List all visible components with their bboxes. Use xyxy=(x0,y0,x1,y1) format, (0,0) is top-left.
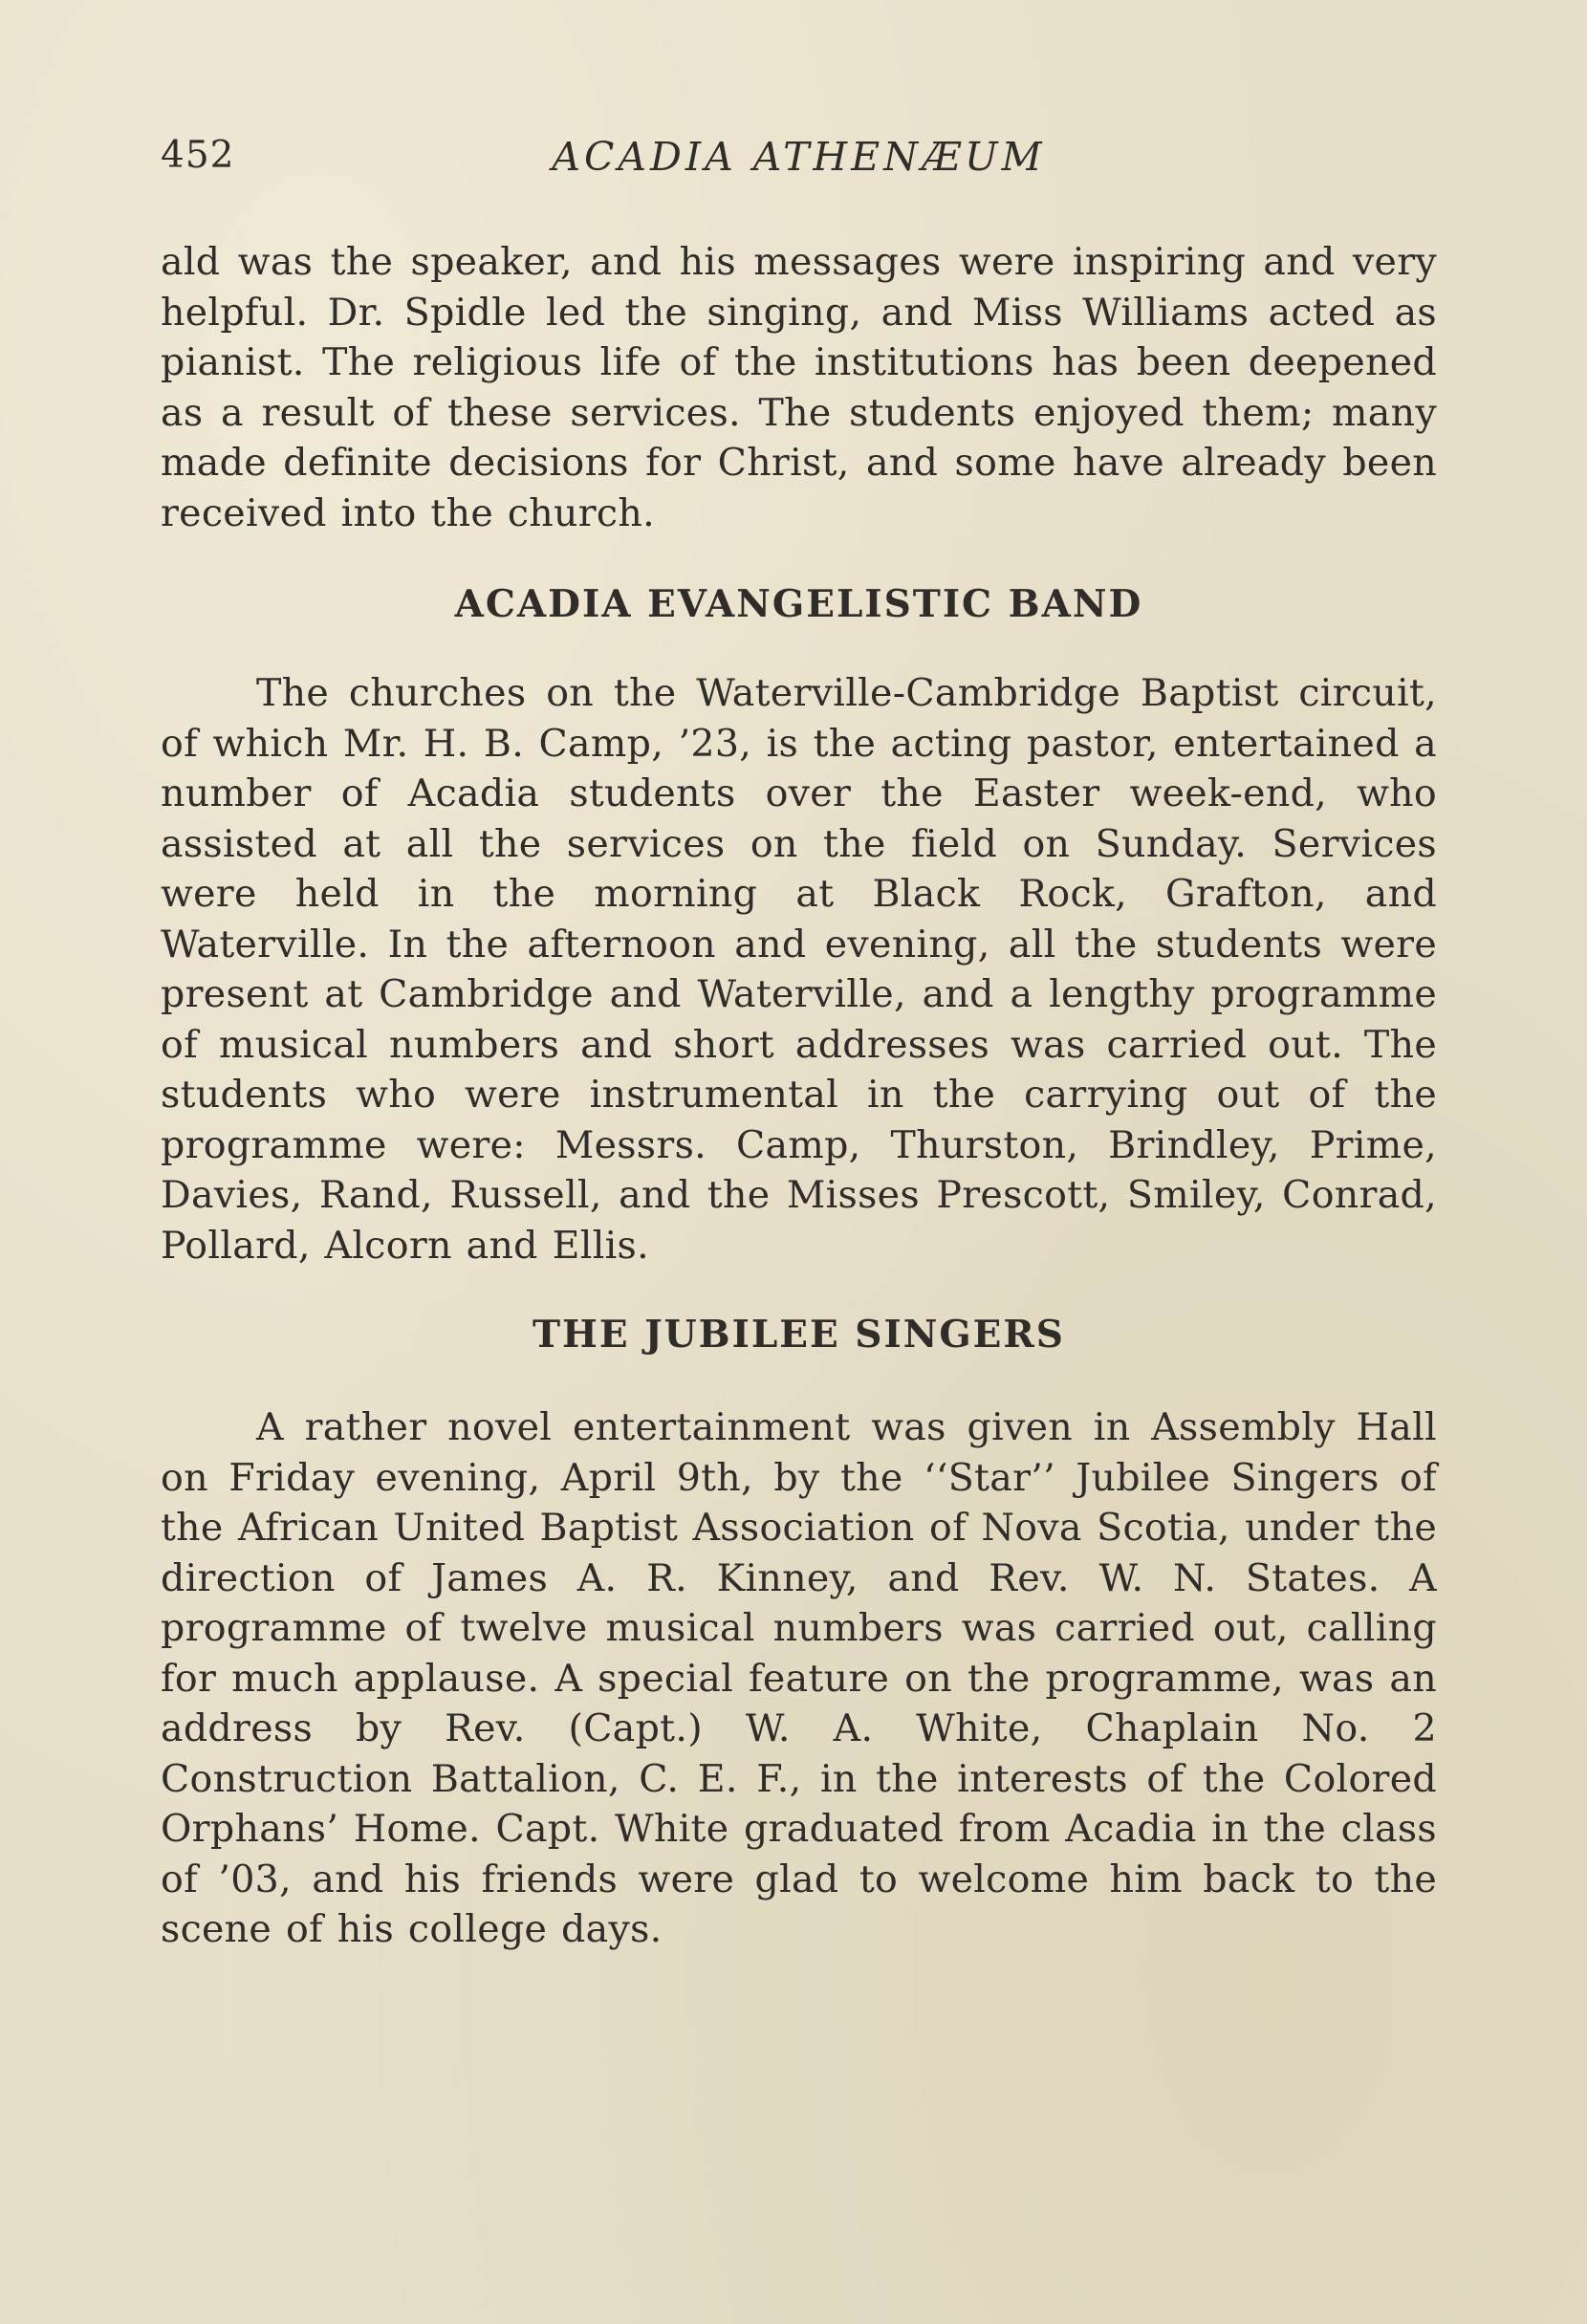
running-head xyxy=(161,134,1437,191)
section-body-jubilee-singers: A rather novel entertainment was given in Assembly Hall on Friday evening, April 9th, by the ‘‘Star’’ Jubilee Singers of the African United Baptist Association of Nova Scotia, under the direction of James A. R. Kinney, and Rev. W. N. States. A programme of twelve musical numbers was carried out, calling for much applause. A special feature on the programme, was an address by Rev. (Capt.) W. A. White, Chaplain No. 2 Construction Battalion, C. E. F., in the interests of the Colored Orphans’ Home. Capt. White graduated from Acadia in the class of ’03, and his friends were glad to welcome him back to the scene of his college days. xyxy=(161,1405,1437,1951)
page-number: 452 xyxy=(161,134,235,177)
section-body-evangelistic-band: The churches on the Waterville-Cambridge Baptist circuit, of which Mr. H. B. Camp, ’23, is the acting pastor, entertained a number of Acadia students over the Easter week-end, who assisted at all the services on the field on Sunday. Services were held in the morning at Black Rock, Grafton, and Waterville. In the afternoon and evening, all the students were present at Cambridge and Waterville, and a lengthy programme of musical numbers and short addresses was carried out. The students who were instrumental in the carrying out of the programme were: Messrs. Camp, Thurston, Brindley, Prime, Davies, Rand, Russell, and the Misses Prescott, Smiley, Conrad, Pollard, Alcorn and Ellis. xyxy=(161,671,1437,1268)
document-page xyxy=(161,134,1437,1955)
continued-paragraph: ald was the speaker, and his messages were inspiring and very helpful. Dr. Spidle led the singing, and Miss Williams acted as pianist. The religious life of the institutions has been deepened as a result of these services. The students enjoyed them; many made definite decisions for Christ, and some have already been received into the church. xyxy=(161,240,1437,535)
journal-title: ACADIA ATHENÆUM xyxy=(552,134,1046,180)
section-heading-evangelistic-band: ACADIA EVANGELISTIC BAND xyxy=(454,582,1143,626)
section-heading-jubilee-singers: THE JUBILEE SINGERS xyxy=(533,1313,1065,1357)
